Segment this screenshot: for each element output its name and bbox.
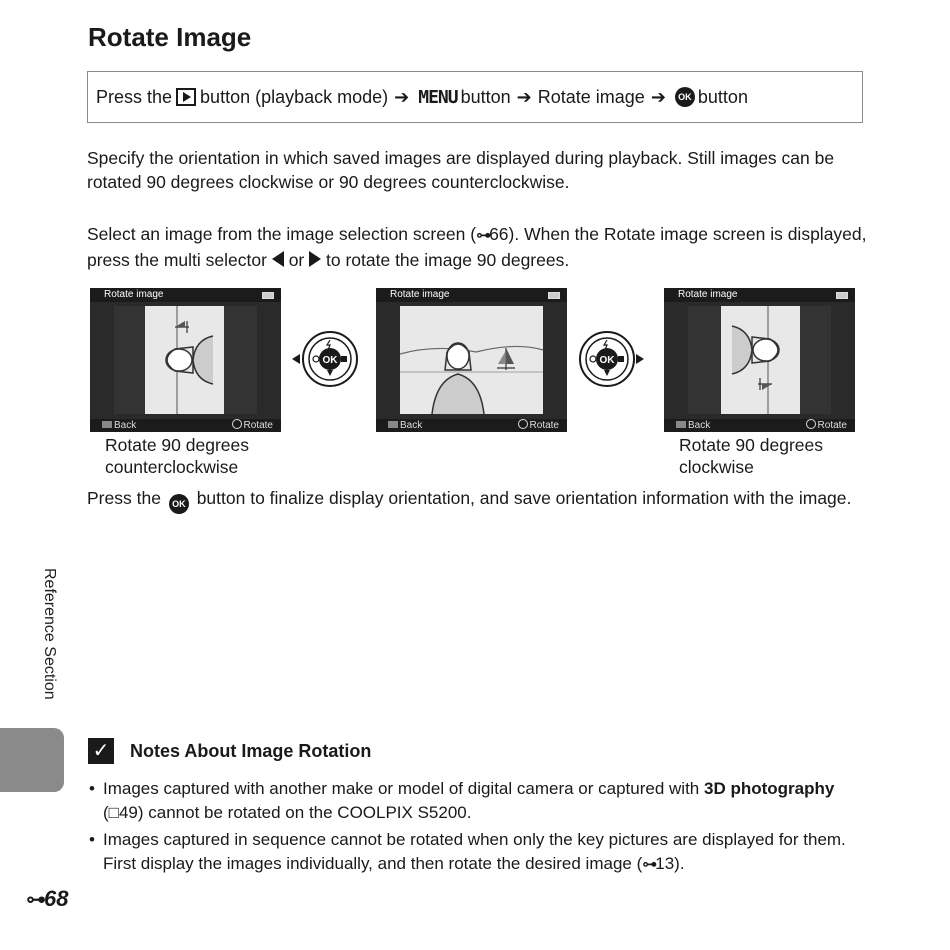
ok-button-icon: OK: [169, 494, 189, 514]
notes-title: Notes About Image Rotation: [130, 740, 372, 761]
caption-counterclockwise: [105, 434, 249, 478]
camera-screen-original: [376, 288, 567, 432]
reference-icon: ⊶: [26, 889, 44, 911]
note-bullet-1: [89, 777, 863, 825]
arrow-right-icon: ➔: [516, 86, 532, 107]
note1-text-1: Images captured with another make or model of digital camera or captured with: [103, 779, 700, 798]
caption-line: clockwise: [679, 457, 754, 477]
rotated-photo-left: [90, 302, 281, 419]
screen-header: [664, 288, 855, 302]
select-text-3: to rotate the image 90 degrees.: [326, 250, 570, 270]
footer-back: [676, 419, 710, 432]
playback-button-icon: [176, 88, 196, 106]
caption-line: Rotate 90 degrees: [105, 435, 249, 455]
camera-screen-clockwise: [664, 288, 855, 432]
note2-text-2: ).: [674, 854, 685, 873]
battery-icon: [548, 292, 560, 299]
rotate-label: Rotate: [817, 420, 847, 431]
note2-ref-page: 13: [655, 854, 675, 873]
back-label: Back: [400, 420, 423, 431]
battery-icon: [836, 292, 848, 299]
finalize-paragraph: [87, 486, 867, 514]
note1-text-3: ) cannot be rotated on the COOLPIX S5200.: [137, 803, 472, 822]
rotated-photo-right: [664, 302, 855, 419]
select-text-1: Select an image from the image selection screen (: [87, 224, 477, 244]
multi-selector-left-icon: [290, 330, 358, 388]
side-tab-marker: [0, 728, 64, 792]
caption-clockwise: [679, 434, 823, 478]
note2-text-1: Images captured in sequence cannot be rotated when only the key pictures are displayed for them. First display the images individually, and then rotate the desired image (: [103, 830, 846, 873]
note1-text-2: (: [103, 803, 109, 822]
intro-paragraph: Specify the orientation in which saved images are displayed during playback. Still images can be rotated 90 degrees clockwise or 90 degrees counterclockwise.: [87, 148, 835, 192]
right-arrow-icon: [309, 251, 321, 267]
page-number: [26, 886, 68, 912]
footer-back: [388, 419, 422, 432]
footer-rotate: [232, 419, 273, 432]
screen-header-label: Rotate image: [678, 289, 738, 300]
multi-selector-icon: [806, 419, 816, 429]
nav-rotate-label: Rotate image: [537, 86, 645, 107]
side-tab-label: Reference Section: [41, 568, 58, 700]
nav-press-text: Press the: [96, 86, 173, 107]
select-paragraph: [87, 222, 867, 272]
note-bullet-2: [89, 828, 863, 877]
select-ref-page: 66: [489, 224, 509, 244]
footer-rotate: [518, 419, 559, 432]
note1-ref-page: 49: [118, 803, 138, 822]
left-arrow-icon: [272, 251, 284, 267]
caption-line: Rotate 90 degrees: [679, 435, 823, 455]
screen-footer: [376, 419, 567, 432]
multi-selector-icon: [518, 419, 528, 429]
ok-label: OK: [599, 355, 615, 366]
nav-play-suffix: button (playback mode): [200, 86, 389, 107]
menu-button-icon: MENU: [418, 86, 458, 108]
screen-header-label: Rotate image: [390, 289, 450, 300]
screen-footer: [90, 419, 281, 432]
rotate-label: Rotate: [243, 420, 273, 431]
menu-tag-icon: [676, 421, 686, 428]
menu-tag-icon: [102, 421, 112, 428]
screen-header: [376, 288, 567, 302]
multi-selector-icon: [232, 419, 242, 429]
caption-line: counterclockwise: [105, 457, 239, 477]
screen-header: [90, 288, 281, 302]
screen-footer: [664, 419, 855, 432]
nav-ok-suffix: button: [697, 86, 748, 107]
note1-bold: 3D photography: [703, 779, 835, 798]
footer-back: [102, 419, 136, 432]
book-ref-icon: □: [108, 803, 119, 822]
ok-label: OK: [322, 355, 338, 366]
page-title: Rotate Image: [88, 22, 252, 52]
check-icon: ✓: [88, 738, 114, 764]
battery-icon: [262, 292, 274, 299]
ok-button-icon: OK: [675, 87, 695, 107]
reference-icon: ⊶: [642, 856, 656, 873]
back-label: Back: [688, 420, 711, 431]
navigation-instructions: [87, 71, 863, 123]
finalize-text-2: button to finalize display orientation, and save orientation information with the image.: [196, 488, 852, 508]
back-label: Back: [114, 420, 137, 431]
multi-selector-right-icon: [578, 330, 646, 388]
menu-tag-icon: [388, 421, 398, 428]
screen-header-label: Rotate image: [104, 289, 164, 300]
select-or: or: [288, 250, 305, 270]
original-photo: [376, 302, 567, 419]
footer-rotate: [806, 419, 847, 432]
page-number-value: 68: [44, 886, 69, 911]
finalize-text-1: Press the: [87, 488, 161, 508]
arrow-right-icon: ➔: [394, 86, 410, 107]
reference-icon: ⊶: [476, 227, 490, 244]
camera-screen-counterclockwise: [90, 288, 281, 432]
notes-heading: [88, 738, 371, 764]
select-text-2: ). When the Rotate image screen is displayed, press the multi selector: [87, 224, 867, 270]
rotate-label: Rotate: [529, 420, 559, 431]
nav-menu-suffix: button: [460, 86, 511, 107]
arrow-right-icon: ➔: [650, 86, 666, 107]
